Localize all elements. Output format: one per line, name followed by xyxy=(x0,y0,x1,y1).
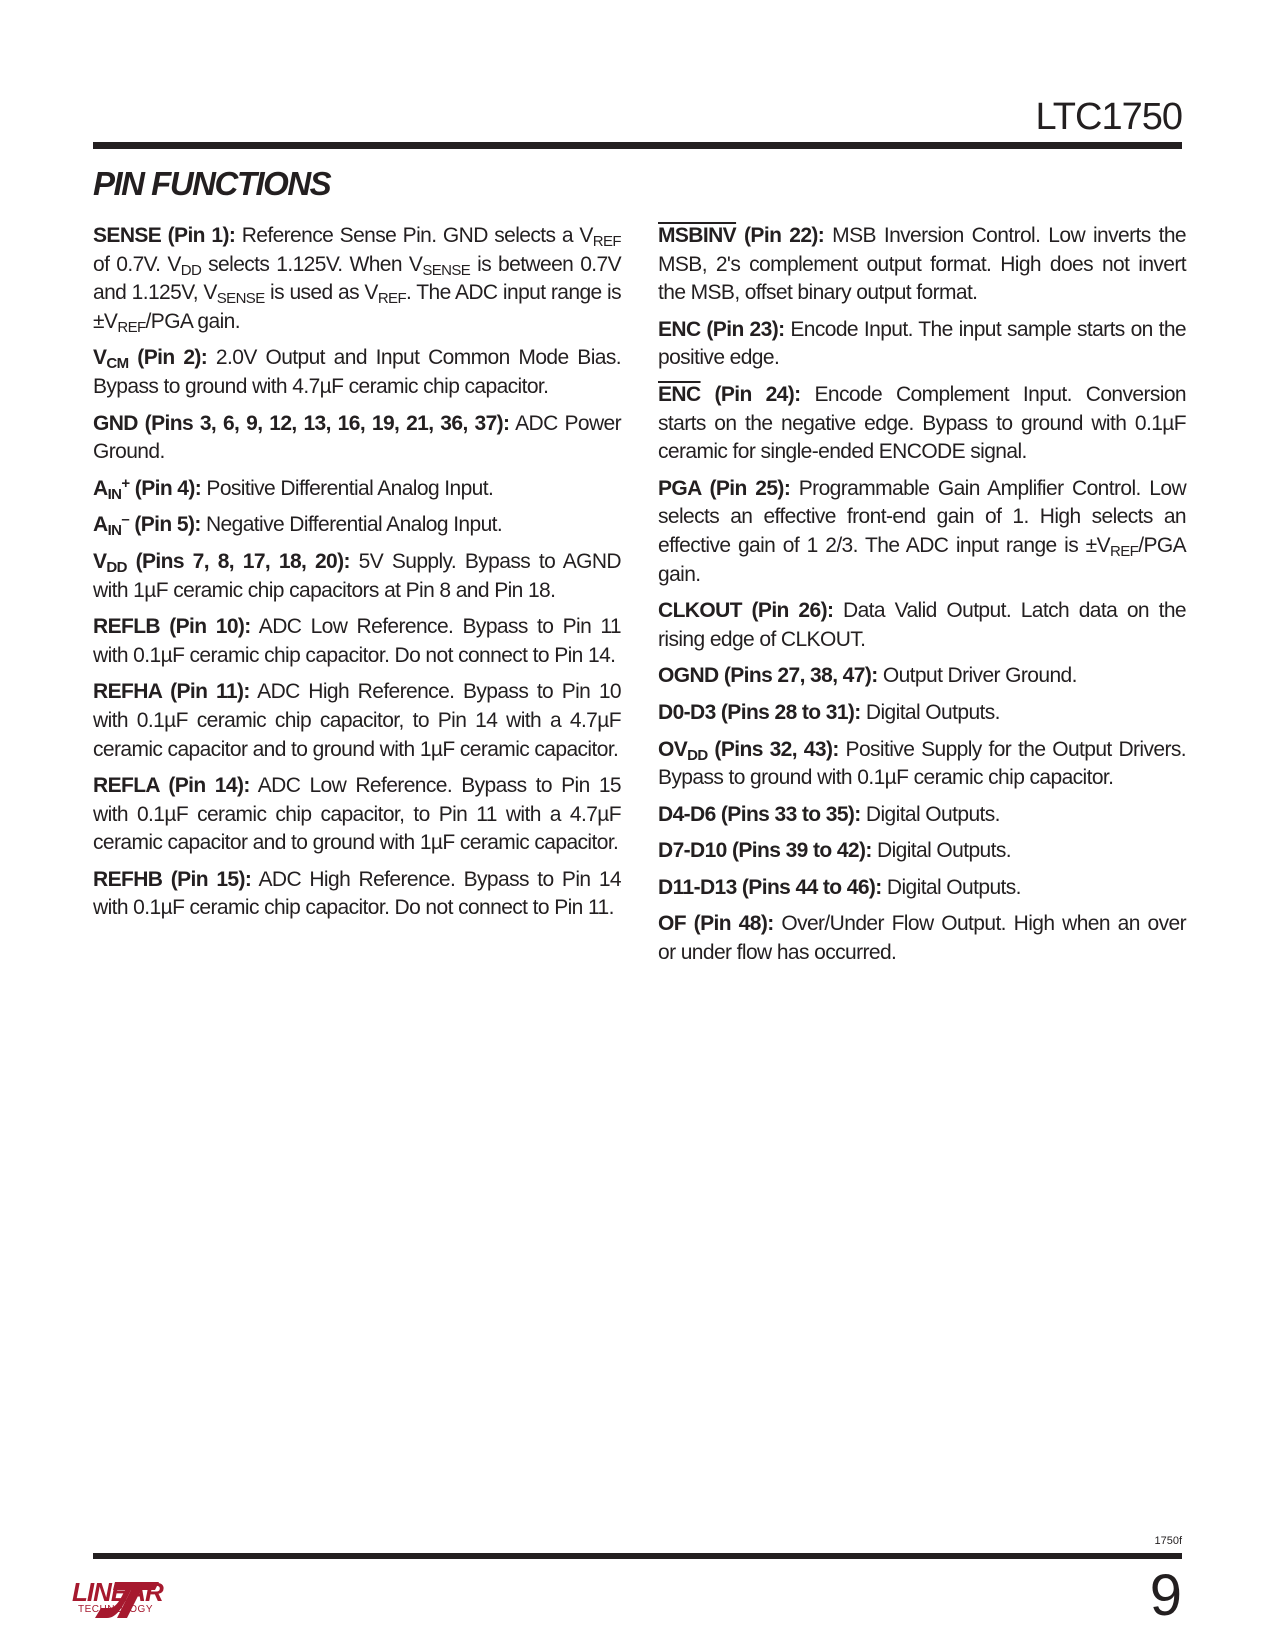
pin-name-main: V xyxy=(93,549,107,573)
pin-vcm xyxy=(93,344,621,401)
pin-name-rest: (Pin 5): xyxy=(129,513,201,537)
pin-text: Positive Differential Analog Input. xyxy=(201,476,494,500)
pin-d0-d3 xyxy=(658,699,1186,728)
pin-text: /PGA gain. xyxy=(658,533,1186,586)
left-column xyxy=(93,222,621,931)
superscript: + xyxy=(121,474,130,492)
subscript: REF xyxy=(592,233,621,250)
pin-d11-d13 xyxy=(658,874,1186,903)
pin-enc-bar xyxy=(658,381,1186,467)
subscript: REF xyxy=(377,290,407,308)
pin-text: ADC High Reference. Bypass to Pin 10 with 0.1µF ceramic chip capacitor, to Pin 14 with a 4.7µF ceramic capacitor and to ground with 1µF ceramic capacitor. xyxy=(93,680,621,761)
pin-text: 5V Supply. Bypass to AGND with 1µF ceramic chip capacitors at Pin 8 and Pin 18. xyxy=(93,549,621,602)
pin-of xyxy=(658,910,1186,967)
pin-ain-plus xyxy=(93,475,621,504)
pin-text: 2.0V Output and Input Common Mode Bias. Bypass to ground with 4.7µF ceramic chip capacitor. xyxy=(93,346,621,398)
right-column xyxy=(658,222,1186,976)
pin-text: Over/Under Flow Output. High when an over or under flow has occurred. xyxy=(658,912,1186,965)
pin-enc xyxy=(658,316,1186,373)
pin-refla xyxy=(93,772,621,858)
subscript: IN xyxy=(107,522,122,540)
pin-text: Digital Outputs. xyxy=(881,875,1021,899)
pin-name xyxy=(93,549,350,576)
pin-text: Data Valid Output. Latch data on the rising edge of CLKOUT. xyxy=(658,599,1187,651)
pin-name-main: A xyxy=(93,476,108,500)
pin-text: ADC Power Ground. xyxy=(93,411,622,464)
pin-d4-d6 xyxy=(658,801,1186,830)
pin-text: selects 1.125V. When V xyxy=(201,252,423,276)
pin-name: SENSE (Pin 1): xyxy=(93,224,236,247)
pin-text: /PGA gain. xyxy=(145,309,240,333)
pin-name: PGA (Pin 25): xyxy=(658,476,791,500)
subscript: SENSE xyxy=(422,261,471,279)
pin-name xyxy=(658,383,801,406)
header-rule xyxy=(93,142,1182,149)
pin-gnd xyxy=(93,410,621,467)
pin-refha xyxy=(93,678,621,764)
document-code: 1750f xyxy=(1154,1535,1182,1547)
pin-text: Digital Outputs. xyxy=(860,802,1000,826)
logo-wordmark: LINEAR xyxy=(72,1577,163,1607)
pin-sense xyxy=(93,222,621,336)
pin-name-rest: (Pin 24): xyxy=(700,382,801,406)
part-number: LTC1750 xyxy=(1035,96,1182,138)
subscript: CM xyxy=(106,355,129,373)
pin-pga xyxy=(658,475,1186,589)
pin-text: Encode Complement Input. Conversion starts on the negative edge. Bypass to ground with 0.1µF ceramic for single-ended ENCODE signal. xyxy=(658,382,1186,464)
pin-ain-minus xyxy=(93,511,621,540)
pin-clkout xyxy=(658,597,1186,654)
pin-msbinv xyxy=(658,222,1186,308)
pin-name: REFLA (Pin 14): xyxy=(93,774,250,798)
pin-ovdd xyxy=(658,736,1186,793)
subscript: IN xyxy=(107,485,122,503)
pin-name: D0-D3 (Pins 28 to 31): xyxy=(658,700,861,724)
pin-text: MSB Inversion Control. Low inverts the MSB, 2's complement output format. High does not invert the MSB, offset binary output format. xyxy=(658,224,1186,305)
pin-name xyxy=(93,346,208,373)
pin-name-rest: (Pins 7, 8, 17, 18, 20): xyxy=(126,549,350,573)
pin-name xyxy=(658,737,839,764)
pin-text: Negative Differential Analog Input. xyxy=(200,513,503,537)
pin-text: is between 0.7V and 1.125V, V xyxy=(93,252,621,305)
pin-text: Encode Input. The input sample starts on the positive edge. xyxy=(658,317,1186,370)
pin-d7-d10 xyxy=(658,837,1186,866)
logo-subtitle: TECHNOLOGY xyxy=(78,1604,154,1615)
section-title: PIN FUNCTIONS xyxy=(93,165,331,202)
pin-name xyxy=(93,474,202,503)
subscript: DD xyxy=(687,746,708,764)
superscript: – xyxy=(121,511,130,529)
pin-name: D11-D13 (Pins 44 to 46): xyxy=(658,875,882,899)
subscript: REF xyxy=(117,318,146,336)
subscript: REF xyxy=(1110,542,1139,560)
pin-name-rest: (Pin 2): xyxy=(128,346,208,370)
pin-name-main: A xyxy=(93,513,108,537)
pin-refhb xyxy=(93,866,621,923)
pin-name-rest: (Pin 4): xyxy=(129,476,202,500)
pin-text: ADC High Reference. Bypass to Pin 14 with 0.1µF ceramic chip capacitor. Do not connect to Pin 11. xyxy=(93,867,621,920)
pin-name: D7-D10 (Pins 39 to 42): xyxy=(658,839,872,863)
pin-text: ADC Low Reference. Bypass to Pin 11 with 0.1µF ceramic chip capacitor. Do not connect to Pin 14. xyxy=(93,615,621,667)
pin-name: OF (Pin 48): xyxy=(658,912,774,936)
pin-name xyxy=(658,224,824,247)
pin-reflb xyxy=(93,613,621,670)
pin-name: REFHA (Pin 11): xyxy=(93,680,250,704)
pin-text: is used as V xyxy=(264,281,378,305)
pin-text: Digital Outputs. xyxy=(860,700,1000,724)
pin-text: ADC Low Reference. Bypass to Pin 15 with 0.1µF ceramic chip capacitor, to Pin 11 with a 4.7µF ceramic capacitor and to ground with 1µF ceramic capacitor. xyxy=(93,774,621,855)
pin-name-main: V xyxy=(93,346,107,370)
pin-name: ENC (Pin 23): xyxy=(658,317,785,341)
pin-text: Programmable Gain Amplifier Control. Low selects an effective front-end gain of 1. High selects an effective gain of 1 2/3. The ADC input range is ±V xyxy=(658,476,1187,557)
pin-text: Positive Supply for the Output Drivers. Bypass to ground with 0.1µF ceramic chip capacitor. xyxy=(658,737,1186,790)
footer-rule xyxy=(93,1553,1182,1559)
pin-text: of 0.7V. V xyxy=(93,252,181,276)
pin-name: D4-D6 (Pins 33 to 35): xyxy=(658,802,861,826)
pin-name: GND (Pins 3, 6, 9, 12, 13, 16, 19, 21, 36, 37): xyxy=(93,411,510,435)
pin-name-rest: (Pins 32, 43): xyxy=(707,737,839,761)
pin-name-overbar: $\overline{ENC}$ xyxy=(658,382,701,406)
pin-name xyxy=(93,511,201,540)
pin-text: Output Driver Ground. xyxy=(877,664,1077,688)
page-number: 9 xyxy=(1149,1563,1182,1628)
pin-vdd xyxy=(93,548,621,605)
pin-name-main: OV xyxy=(658,737,688,761)
pin-name-overbar: MSBINV xyxy=(658,224,737,247)
pin-ognd xyxy=(658,662,1186,691)
pin-text: Digital Outputs. xyxy=(871,839,1011,863)
subscript: DD xyxy=(180,261,202,279)
pin-text: . The ADC input range is ±V xyxy=(93,281,621,333)
pin-text: Reference Sense Pin. GND selects a V xyxy=(235,224,593,247)
pin-name: CLKOUT (Pin 26): xyxy=(658,599,834,623)
subscript: SENSE xyxy=(216,290,265,308)
subscript: DD xyxy=(106,558,127,576)
pin-name: REFHB (Pin 15): xyxy=(93,867,252,891)
pin-name: REFLB (Pin 10): xyxy=(93,615,251,639)
pin-name-rest: (Pin 22): xyxy=(736,224,825,247)
pin-name: OGND (Pins 27, 38, 47): xyxy=(658,664,878,688)
